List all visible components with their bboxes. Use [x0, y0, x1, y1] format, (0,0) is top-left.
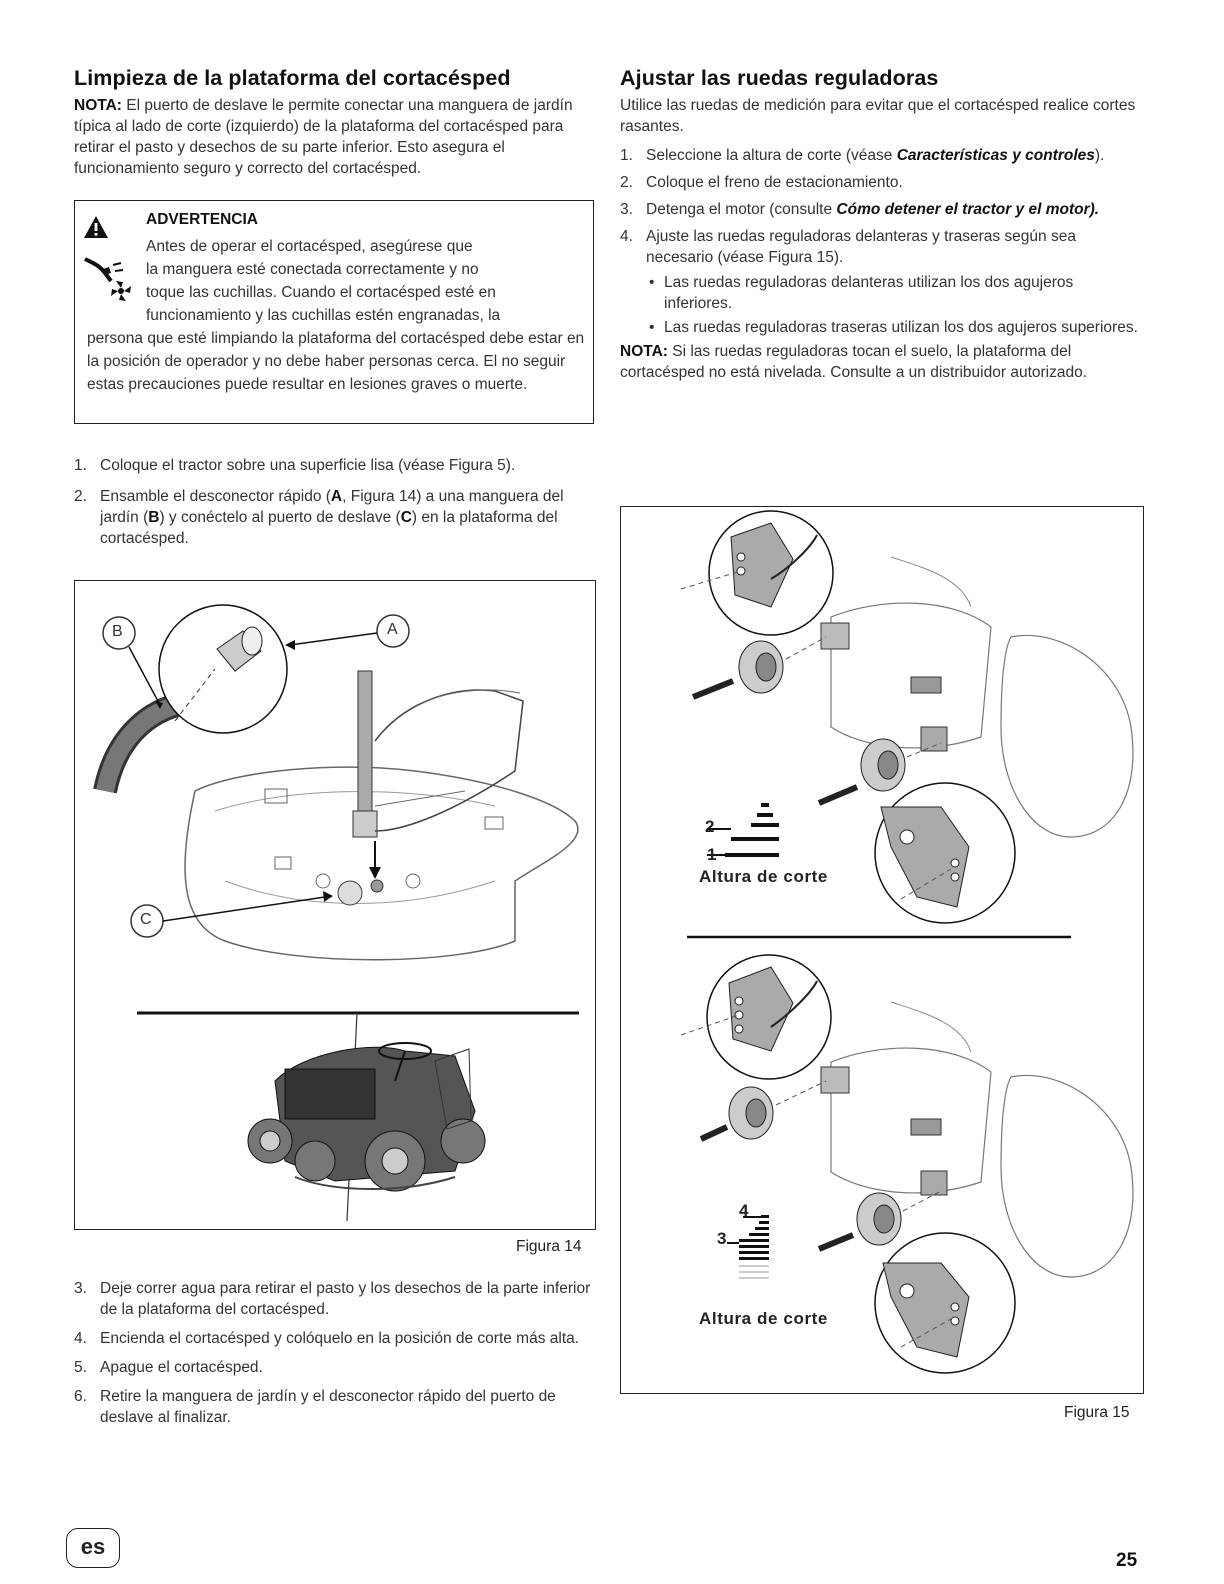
- gauge-note: [620, 341, 1144, 383]
- left-column: [74, 66, 600, 179]
- cleaning-step-5: [74, 1357, 600, 1378]
- step-number: 2.: [74, 488, 87, 505]
- cleaning-step-2: [74, 486, 600, 549]
- step-text: Retire la manguera de jardín y el desconector rápido del puerto de deslave al finalizar.: [100, 1388, 556, 1426]
- callout-a-label: A: [387, 621, 398, 638]
- upper-height-number-2: 2: [705, 817, 715, 836]
- step-number: 2.: [620, 174, 633, 191]
- note-text: Si las ruedas reguladoras tocan el suelo, la plataforma del cortacésped no está nivelada. Consulte a un distribuidor autorizado.: [620, 343, 1088, 381]
- gauge-step-3: [620, 199, 1144, 220]
- warning-line-2: la manguera esté conectada correctamente y no: [146, 261, 479, 278]
- figure-14: [74, 580, 596, 1230]
- lower-height-label: Altura de corte: [699, 1309, 828, 1328]
- warning-line-1: Antes de operar el cortacésped, asegúrese que: [146, 238, 473, 255]
- warning-rest: persona que esté limpiando la plataforma del cortacésped debe estar en la posición de operador y no debe haber personas cerca. El no seguir estas precauciones puede resultar en lesiones graves o muerte.: [87, 330, 585, 393]
- step-text: , Figura 14) a una manguera del jardín (: [100, 488, 564, 526]
- note-label: NOTA:: [620, 343, 668, 360]
- cleaning-step-1: [74, 455, 600, 476]
- ref-stop-tractor: Cómo detener el tractor y el motor).: [836, 201, 1100, 218]
- step-number: 5.: [74, 1359, 87, 1376]
- step-text: Seleccione la altura de corte (véase: [646, 147, 897, 164]
- step-text: ) y conéctelo al puerto de deslave (: [159, 509, 401, 526]
- cleaning-step-4: [74, 1328, 600, 1349]
- step-number: 4.: [74, 1330, 87, 1347]
- step-text: Encienda el cortacésped y colóquelo en la posición de corte más alta.: [100, 1330, 580, 1347]
- bullet-front-wheels: [646, 272, 1144, 314]
- bullet-text: Las ruedas reguladoras delanteras utilizan los dos agujeros inferiores.: [664, 274, 1074, 312]
- gauge-intro: Utilice las ruedas de medición para evitar que el cortacésped realice cortes rasantes.: [620, 97, 1136, 135]
- cleaning-note: [74, 95, 600, 179]
- ref-features-controls: Características y controles: [896, 147, 1095, 164]
- callout-c-label: C: [140, 911, 152, 928]
- gauge-step-4: [620, 226, 1144, 338]
- step-text: Deje correr agua para retirar el pasto y los desechos de la parte inferior de la plataforma del cortacésped.: [100, 1280, 591, 1318]
- step-number: 6.: [74, 1388, 87, 1405]
- step-text: Ensamble el desconector rápido (: [100, 488, 331, 505]
- bullet-rear-wheels: [646, 317, 1144, 338]
- gauge-step-2: [620, 172, 1144, 193]
- bullet-dot: •: [649, 274, 655, 291]
- section-title-gauge-wheels: Ajustar las ruedas reguladoras: [620, 66, 939, 90]
- figure-14-caption: Figura 14: [516, 1238, 582, 1255]
- note-text: El puerto de deslave le permite conectar una manguera de jardín típica al lado de corte (izquierdo) de la plataforma del cortacésped para retirar el pasto y desechos de su parte inferior. Esto asegura el funcionamiento seguro y correcto del cortacésped.: [74, 97, 573, 177]
- step-text: Apague el cortacésped.: [100, 1359, 263, 1376]
- cleaning-step-3: [74, 1278, 600, 1320]
- step-text: ) en la plataforma del cortacésped.: [100, 509, 558, 547]
- lower-height-number-3: 3: [717, 1229, 727, 1248]
- cleaning-steps-1-2: [74, 455, 600, 549]
- step-number: 4.: [620, 228, 633, 245]
- step-text: ).: [1094, 147, 1105, 164]
- cleaning-steps-3-6: [74, 1278, 600, 1428]
- warning-title: ADVERTENCIA: [146, 211, 258, 228]
- warning-box: [74, 200, 594, 424]
- step-number: 1.: [74, 457, 87, 474]
- note-label: NOTA:: [74, 97, 122, 114]
- upper-height-label: Altura de corte: [699, 867, 828, 886]
- warning-text: [87, 235, 587, 396]
- language-badge: es: [66, 1528, 120, 1568]
- step-number: 3.: [620, 201, 633, 218]
- step-text: Coloque el freno de estacionamiento.: [646, 174, 903, 191]
- figure-15: [620, 506, 1144, 1394]
- section-title-cleaning: Limpieza de la plataforma del cortacésped: [74, 66, 511, 90]
- figure-15-caption: Figura 15: [1064, 1404, 1130, 1421]
- step-text: Ajuste las ruedas reguladoras delanteras y traseras según sea necesario (véase Figura 15).: [646, 228, 1076, 266]
- upper-height-number-1: 1: [707, 845, 717, 864]
- cleaning-step-6: [74, 1386, 600, 1428]
- page-number: 25: [1116, 1550, 1138, 1571]
- warning-line-4: funcionamiento y las cuchillas estén engranadas, la: [146, 307, 501, 324]
- bullet-dot: •: [649, 319, 655, 336]
- figure-14-illustration: [75, 581, 594, 1228]
- right-column: [620, 66, 1144, 383]
- ref-a: A: [330, 488, 343, 505]
- warning-line-3: toque las cuchillas. Cuando el cortacésped esté en: [146, 284, 496, 301]
- step-number: 3.: [74, 1280, 87, 1297]
- bullet-text: Las ruedas reguladoras traseras utilizan los dos agujeros superiores.: [664, 319, 1138, 336]
- figure-15-illustration: [621, 507, 1142, 1392]
- step-number: 1.: [620, 147, 633, 164]
- step-text: Detenga el motor (consulte: [646, 201, 837, 218]
- ref-b: B: [148, 509, 160, 526]
- step-text: Coloque el tractor sobre una superficie lisa (véase Figura 5).: [100, 457, 516, 474]
- callout-b-label: B: [112, 623, 123, 640]
- lower-height-number-4: 4: [739, 1201, 749, 1220]
- ref-c: C: [400, 509, 412, 526]
- gauge-step-1: [620, 145, 1144, 166]
